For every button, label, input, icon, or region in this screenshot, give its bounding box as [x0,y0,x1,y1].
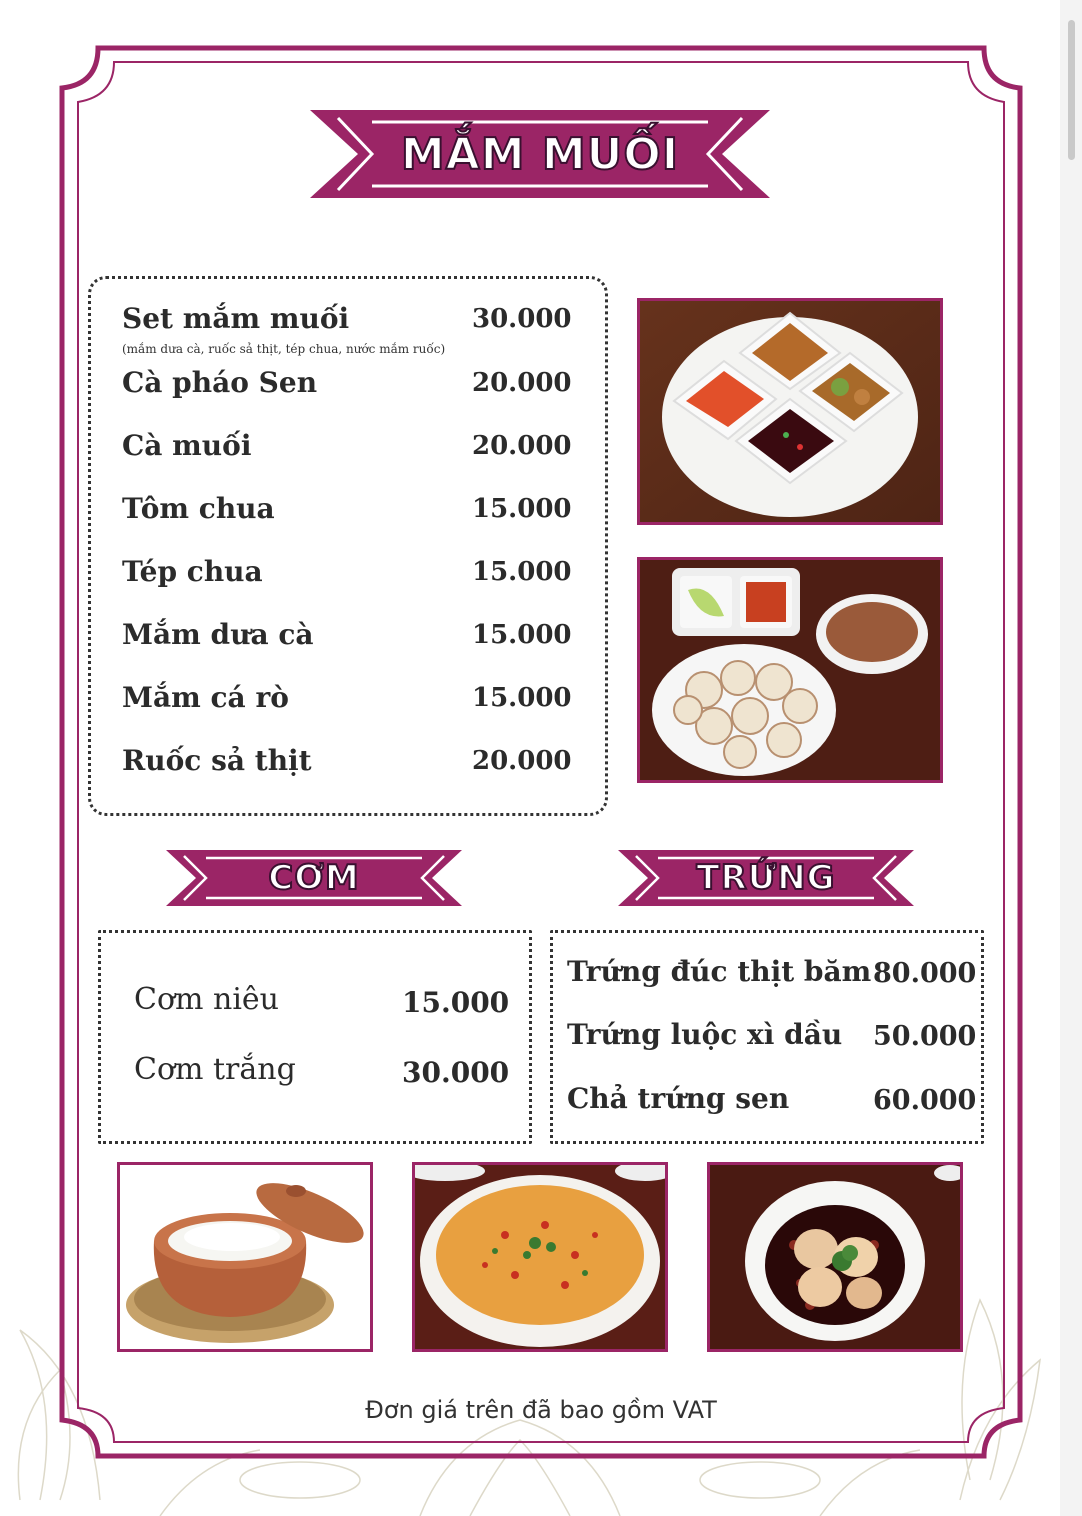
menu-item-name: Trứng luộc xì dầu [567,1018,843,1051]
menu-item-name: Tép chua [122,555,263,588]
menu-item-name: Cà muối [122,429,252,462]
menu-item-note: (mắm dưa cà, ruốc sả thịt, tép chua, nước mắm ruốc) [122,342,446,356]
menu-item-price: 15.000 [472,494,572,524]
menu-item-name: Tôm chua [122,492,275,525]
menu-box-com [98,930,532,1144]
scrollbar[interactable] [1068,20,1075,160]
section-banner-trung [618,846,914,910]
section-title: CƠM [268,858,360,898]
menu-item-price: 20.000 [472,431,572,461]
menu-item-name: Cơm niêu [134,982,279,1017]
section-banner-com [166,846,462,910]
menu-item-name: Mắm cá rò [122,681,289,714]
menu-box-mam-muoi [88,276,608,816]
section-title: TRỨNG [696,858,836,898]
soy-braised-eggs-photo [707,1162,963,1352]
menu-item-price: 20.000 [472,368,572,398]
menu-item-name: Trứng đúc thịt băm [567,955,872,988]
menu-item-price: 30.000 [402,1056,510,1089]
egg-omelette-photo [412,1162,668,1352]
menu-item-price: 50.000 [873,1021,977,1052]
section-banner-mam-muoi [310,106,770,202]
menu-item-name: Cà pháo Sen [122,366,318,399]
section-title: MẮM MUỐI [400,128,680,180]
pickled-eggplant-photo [637,557,943,783]
menu-item-name: Chả trứng sen [567,1082,790,1115]
menu-item-name: Set mắm muối [122,302,350,335]
clay-pot-rice-photo [117,1162,373,1352]
menu-item-price: 15.000 [472,683,572,713]
menu-item-name: Cơm trắng [134,1052,296,1087]
menu-item-price: 60.000 [873,1085,977,1116]
menu-item-price: 15.000 [472,620,572,650]
menu-item-name: Mắm dưa cà [122,618,314,651]
menu-item-price: 80.000 [873,958,977,989]
menu-item-name: Ruốc sả thịt [122,744,312,777]
menu-item-price: 15.000 [402,986,510,1019]
menu-item-price: 20.000 [472,746,572,776]
vat-note: Đơn giá trên đã bao gồm VAT [365,1396,717,1424]
dipping-sauces-platter-photo [637,298,943,525]
menu-item-price: 30.000 [472,304,572,334]
menu-item-price: 15.000 [472,557,572,587]
